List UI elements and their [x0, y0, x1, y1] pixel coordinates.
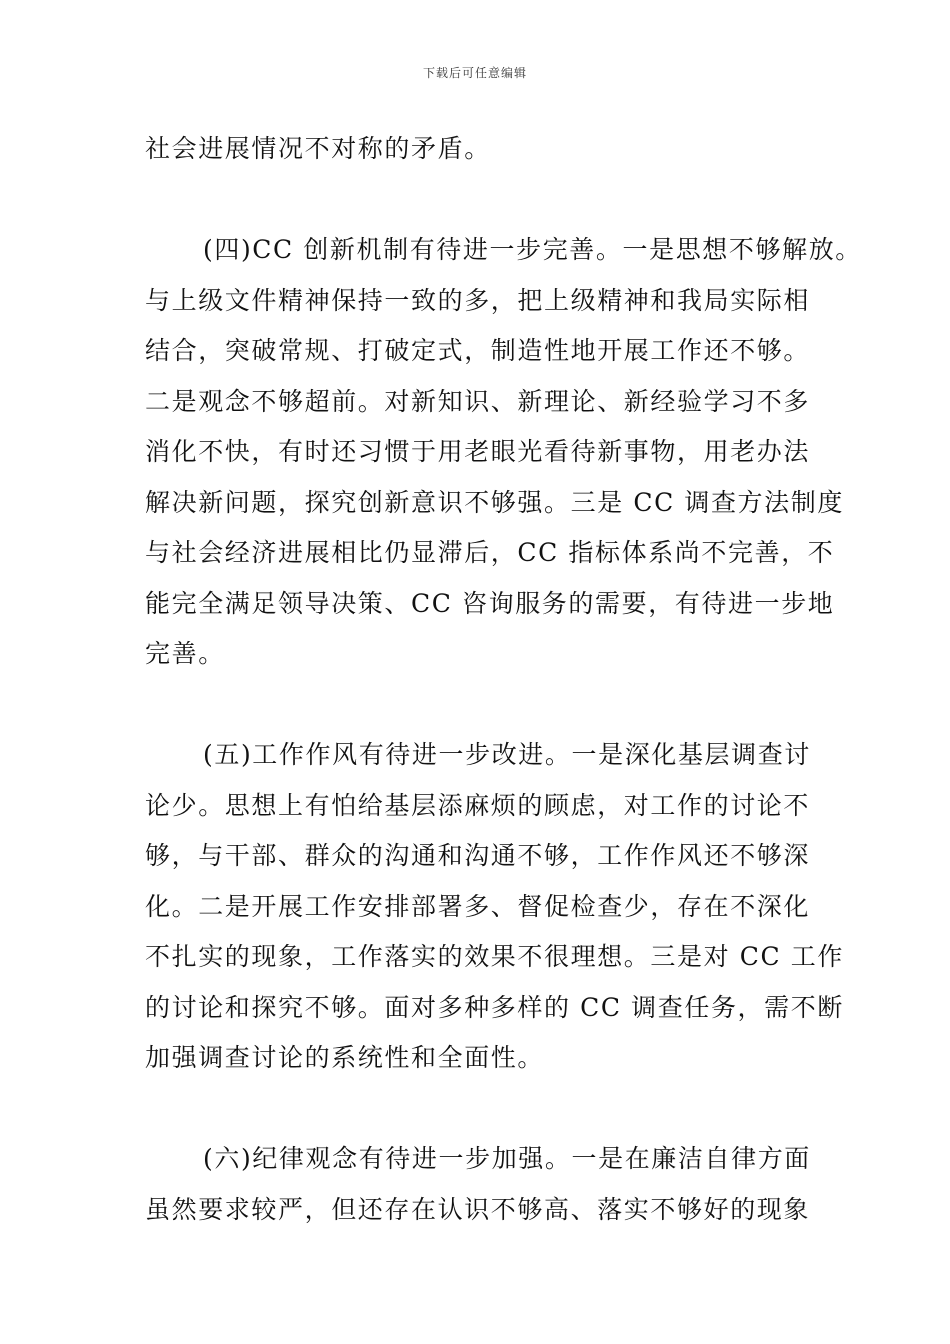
paragraph-gap	[145, 175, 810, 226]
text-line: 够，与干部、群众的沟通和沟通不够，工作作风还不够深	[145, 841, 811, 870]
text-line: 的讨论和探究不够。面对多种多样的 CC 调查任务，需不断	[145, 992, 844, 1022]
text-line: 与上级文件精神保持一致的多，把上级精神和我局实际相	[145, 285, 811, 315]
text-line: (六)纪律观念有待进一步加强。一是在廉洁自律方面	[203, 1144, 811, 1173]
text-line: 化。二是开展工作安排部署多、督促检查少，存在不深化	[145, 891, 811, 921]
text-line: 能完全满足领导决策、CC 咨询服务的需要，有待进一步地	[145, 588, 835, 618]
paragraph	[145, 225, 862, 680]
text-line: 结合，突破常规、打破定式，制造性地开展工作还不够。	[145, 336, 811, 365]
paragraph-gap	[145, 680, 810, 731]
document-body	[145, 124, 862, 1235]
text-line: 加强调查讨论的系统性和全面性。	[145, 1043, 545, 1072]
text-line: 不扎实的现象，工作落实的效果不很理想。三是对 CC 工作	[145, 942, 844, 971]
page-header: 下载后可任意编辑	[422, 66, 527, 80]
paragraph	[145, 1134, 810, 1235]
paragraph	[145, 730, 844, 1084]
text-line: 解决新问题，探究创新意识不够强。三是 CC 调查方法制度	[145, 487, 844, 517]
paragraph	[145, 124, 810, 175]
paragraph-gap	[145, 1084, 810, 1135]
text-line: 虽然要求较严，但还存在认识不够高、落实不够好的现象	[145, 1194, 811, 1224]
text-line: 完善。	[145, 639, 225, 668]
text-line: 二是观念不够超前。对新知识、新理论、新经验学习不多	[145, 386, 811, 416]
text-line: (五)工作作风有待进一步改进。一是深化基层调查讨	[203, 740, 811, 769]
text-line: 与社会经济进展相比仍显滞后，CC 指标体系尚不完善，不	[145, 538, 835, 567]
text-line: 社会进展情况不对称的矛盾。	[145, 134, 491, 163]
text-line: (四)CC 创新机制有待进一步完善。一是思想不够解放。	[203, 235, 862, 264]
text-line: 消化不快，有时还习惯于用老眼光看待新事物，用老办法	[145, 437, 811, 466]
text-line: 论少。思想上有怕给基层添麻烦的顾虑，对工作的讨论不	[145, 790, 811, 820]
